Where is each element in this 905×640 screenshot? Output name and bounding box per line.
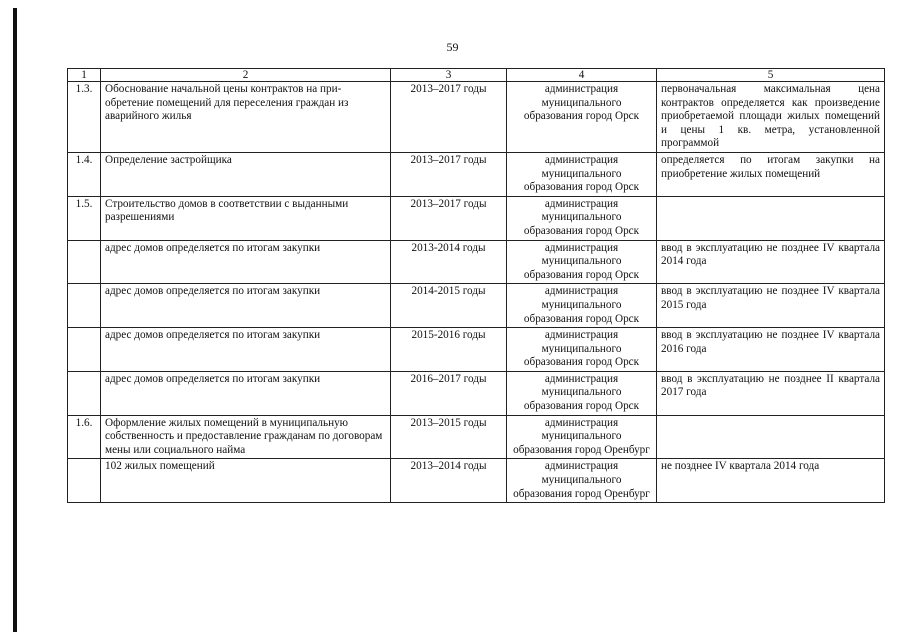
row-executor: администрация муниципального образования город Орск [507, 152, 657, 196]
row-period: 2013–2014 годы [391, 459, 507, 503]
left-margin-bar [13, 8, 17, 632]
table-row [68, 459, 885, 503]
row-period: 2013–2017 годы [391, 82, 507, 153]
row-period: 2015-2016 годы [391, 328, 507, 372]
table-row [68, 240, 885, 284]
page-number: 59 [446, 40, 459, 54]
column-header-4: 4 [507, 69, 657, 82]
row-result: ввод в эксплуатацию не позднее IV квартала 2016 года [657, 328, 885, 372]
row-executor: администрация муниципального образования город Оренбург [507, 459, 657, 503]
row-period: 2013-2014 годы [391, 240, 507, 284]
row-result: не позднее IV квартала 2014 года [657, 459, 885, 503]
row-period: 2016–2017 годы [391, 371, 507, 415]
row-activity: адрес домов определяется по итогам закупки [101, 328, 391, 372]
row-number [68, 328, 101, 372]
row-result: первоначальная максимальная цена контрактов определяется как произведение приобретаемой площади жилых помещений и цены 1 кв. метра, установленной программой [657, 82, 885, 153]
row-period: 2013–2017 годы [391, 196, 507, 240]
row-activity: Оформление жилых помещений в муниципальную собственность и предоставление гражданам по договорам мены или социального найма [101, 415, 391, 459]
table-row [68, 328, 885, 372]
row-executor: администрация муниципального образования город Орск [507, 284, 657, 328]
row-period: 2014-2015 годы [391, 284, 507, 328]
table-row [68, 371, 885, 415]
row-result: определяется по итогам закупки на приобретение жилых помещений [657, 152, 885, 196]
row-number: 1.6. [68, 415, 101, 459]
row-activity: Определение застройщика [101, 152, 391, 196]
table-row [68, 82, 885, 153]
row-activity: адрес домов определяется по итогам закупки [101, 284, 391, 328]
row-result [657, 196, 885, 240]
row-number [68, 459, 101, 503]
row-activity: 102 жилых помещений [101, 459, 391, 503]
row-executor: администрация муниципального образования город Орск [507, 371, 657, 415]
row-period: 2013–2015 годы [391, 415, 507, 459]
row-activity: адрес домов определяется по итогам закупки [101, 371, 391, 415]
table-row [68, 152, 885, 196]
column-header-5: 5 [657, 69, 885, 82]
row-number [68, 240, 101, 284]
column-header-3: 3 [391, 69, 507, 82]
row-result [657, 415, 885, 459]
row-period: 2013–2017 годы [391, 152, 507, 196]
table-header-row [68, 69, 885, 82]
column-header-2: 2 [101, 69, 391, 82]
program-table [67, 68, 885, 503]
table-row [68, 415, 885, 459]
row-number [68, 284, 101, 328]
row-activity: Обоснование начальной цены контрактов на при-обретение помещений для переселения граждан из аварийного жилья [101, 82, 391, 153]
row-number: 1.4. [68, 152, 101, 196]
row-number [68, 371, 101, 415]
row-executor: администрация муниципального образования город Орск [507, 240, 657, 284]
row-executor: администрация муниципального образования город Орск [507, 196, 657, 240]
row-activity: Строительство домов в соответствии с выданными разрешениями [101, 196, 391, 240]
row-executor: администрация муниципального образования город Орск [507, 328, 657, 372]
row-number: 1.5. [68, 196, 101, 240]
row-result: ввод в эксплуатацию не позднее II квартала 2017 года [657, 371, 885, 415]
row-result: ввод в эксплуатацию не позднее IV квартала 2015 года [657, 284, 885, 328]
table-row [68, 196, 885, 240]
row-activity: адрес домов определяется по итогам закупки [101, 240, 391, 284]
column-header-1: 1 [68, 69, 101, 82]
row-number: 1.3. [68, 82, 101, 153]
row-result: ввод в эксплуатацию не позднее IV квартала 2014 года [657, 240, 885, 284]
row-executor: администрация муниципального образования город Орск [507, 82, 657, 153]
row-executor: администрация муниципального образования город Оренбург [507, 415, 657, 459]
table-row [68, 284, 885, 328]
